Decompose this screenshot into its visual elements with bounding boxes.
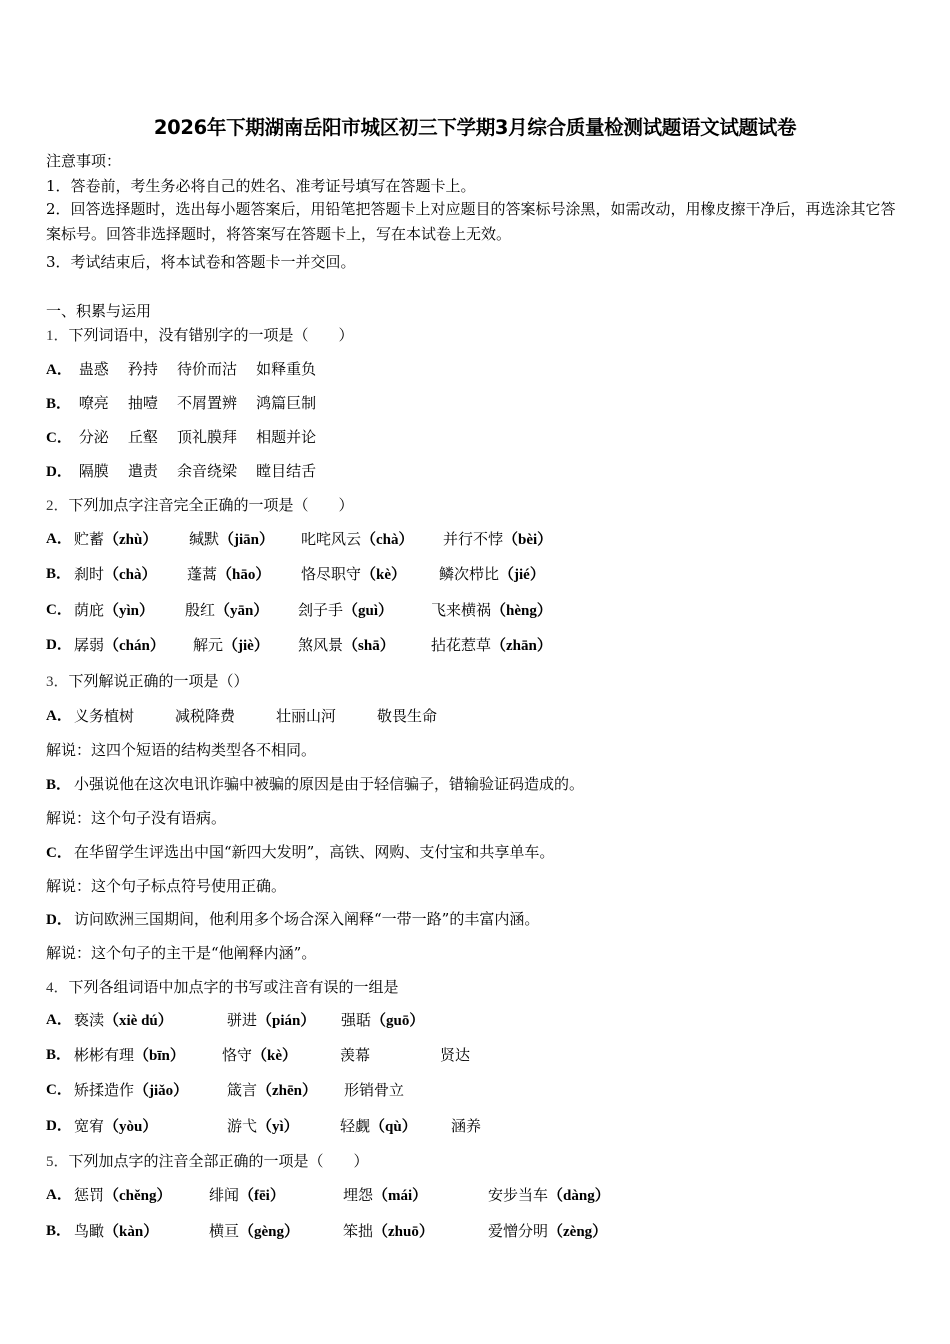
option-item [301,530,414,549]
option-pinyin: （chěng） [104,1188,172,1204]
option-word: 叱咤风云 [301,530,362,548]
option-item [440,1046,470,1064]
option-word: 壮丽山河 [276,707,337,725]
option-item [431,636,552,655]
option-item [74,1046,185,1065]
option-pinyin: （kè） [361,567,407,583]
option-item [343,1186,427,1205]
option-word: 煞风景 [298,636,344,654]
option-label: A． [46,362,72,378]
q3-d-note: 解说：这个句子的主干是“他阐释内涵”。 [46,944,317,962]
question-number: 4． [46,980,69,996]
option-word: 矫揉造作 [74,1081,135,1099]
option-item [74,1011,173,1030]
option-pinyin: （yì） [257,1119,299,1135]
option-pinyin: （hāo） [217,567,271,583]
option-item [431,601,552,620]
option-word: 待价而沽 [176,360,237,378]
option-text: 访问欧洲三国期间，他利用多个场合深入阐释“一带一路”的丰富内涵。 [74,910,540,928]
option-item [344,1081,404,1099]
q3-a-note: 解说：这四个短语的结构类型各不相同。 [46,741,317,759]
option-word: 遣责 [127,462,158,480]
q1-option-c[interactable] [46,428,316,447]
question-text: 下列加点字注音完全正确的一项是（ ） [68,496,354,514]
option-label: D． [46,637,72,653]
option-word: 拈花惹草 [431,636,492,654]
option-label: C． [46,845,72,861]
option-word: 骈进 [227,1011,258,1029]
option-item [185,601,268,620]
option-word: 轻觑 [340,1117,371,1135]
option-word: 涵养 [451,1117,482,1135]
option-pinyin: （yān） [215,603,269,619]
option-pinyin: （chà） [104,567,157,583]
option-item [343,1222,434,1241]
option-word: 蛊惑 [78,360,109,378]
question-3-stem [46,672,249,691]
option-item [74,530,157,549]
option-pinyin: （chán） [104,638,165,654]
option-word: 惩罚 [74,1186,105,1204]
option-word: 余音绕梁 [176,462,237,480]
option-item [222,1046,297,1065]
option-label: A． [46,1012,72,1028]
option-word: 抽噎 [127,394,158,412]
question-5-stem [46,1152,369,1171]
option-word: 鸿篇巨制 [256,394,317,412]
option-word: 隔膜 [78,462,109,480]
option-item [74,601,154,620]
option-label: C． [46,430,72,446]
option-pinyin: （dàng） [548,1188,610,1204]
q3-b-note: 解说：这个句子没有语病。 [46,809,227,827]
option-item [340,1046,370,1064]
option-item [74,1117,157,1136]
option-pinyin: （zèng） [548,1224,608,1240]
q3-option-b[interactable] [46,775,584,794]
option-pinyin: （kè） [252,1048,298,1064]
section-heading: 一、积累与运用 [46,302,152,320]
option-word: 横亘 [209,1222,240,1240]
q1-option-b[interactable] [46,394,316,413]
option-label: B． [46,1223,72,1239]
option-word: 笨拙 [343,1222,374,1240]
option-word: 不屑置辨 [176,394,237,412]
question-1-stem [46,326,354,345]
option-word: 恪守 [222,1046,253,1064]
q3-c-note: 解说：这个句子标点符号使用正确。 [46,877,287,895]
option-pinyin: （kàn） [104,1224,159,1240]
option-word: 彬彬有理 [74,1046,135,1064]
option-word: 刹时 [74,565,105,583]
option-word: 丘壑 [127,428,158,446]
option-label: C． [46,602,72,618]
question-text: 下列词语中，没有错别字的一项是（ ） [68,326,354,344]
option-label: A． [46,1187,72,1203]
question-4-stem [46,978,399,997]
option-item [74,636,165,655]
option-word: 恪尽职守 [301,565,362,583]
q1-option-a[interactable] [46,360,316,379]
option-word: 分泌 [78,428,109,446]
option-pinyin: （fēi） [239,1188,285,1204]
option-pinyin: （jiān） [219,532,275,548]
option-word: 刽子手 [298,601,344,619]
option-word: 羡幕 [340,1046,371,1064]
option-pinyin: （zhēn） [257,1083,318,1099]
option-item [301,565,406,584]
option-label: D． [46,1118,72,1134]
option-word: 矜持 [127,360,158,378]
option-item [227,1011,315,1030]
option-pinyin: （hèng） [491,603,552,619]
option-word: 强聒 [341,1011,372,1029]
option-word: 埋怨 [343,1186,374,1204]
option-item [341,1011,424,1030]
question-number: 1． [46,328,69,344]
option-item [189,530,274,549]
option-pinyin: （zhuō） [373,1224,434,1240]
option-pinyin: （jiǎo） [134,1083,189,1099]
option-word: 形销骨立 [344,1081,405,1099]
q1-option-d[interactable] [46,462,316,481]
option-pinyin: （pián） [257,1013,316,1029]
option-pinyin: （bīn） [134,1048,185,1064]
option-item [209,1222,299,1241]
option-word: 贮蓄 [74,530,105,548]
option-word: 嘹亮 [78,394,109,412]
option-word: 箴言 [227,1081,258,1099]
option-pinyin: （guì） [343,603,394,619]
question-text: 下列解说正确的一项是（） [68,672,249,690]
option-pinyin: （gèng） [239,1224,300,1240]
option-word: 如释重负 [256,360,317,378]
option-label: A． [46,531,72,547]
option-word: 相题并论 [256,428,317,446]
notice-item-1: 1．答卷前，考生务必将自己的姓名、准考证号填写在答题卡上。 [46,177,476,195]
option-item [488,1186,610,1205]
option-word: 敬畏生命 [377,707,438,725]
notice-item-3: 3．考试结束后，将本试卷和答题卡一并交回。 [46,253,356,271]
option-label: C． [46,1082,72,1098]
question-text: 下列各组词语中加点字的书写或注音有误的一组是 [68,978,399,996]
option-word: 绯闻 [209,1186,240,1204]
option-word: 宽宥 [74,1117,105,1135]
page-title: 2026年下期湖南岳阳市城区初三下学期3月综合质量检测试题语文试题试卷 [153,116,797,139]
option-word: 缄默 [189,530,220,548]
option-word: 鸟瞰 [74,1222,105,1240]
option-word: 顶礼膜拜 [176,428,237,446]
option-pinyin: （shā） [343,638,395,654]
option-item [298,601,393,620]
option-word: 并行不悖 [443,530,504,548]
option-item [451,1117,481,1135]
option-word: 瞠目结舌 [256,462,317,480]
option-item [439,565,545,584]
option-pinyin: （xiè dú） [104,1013,173,1029]
option-word: 游弋 [227,1117,258,1135]
option-pinyin: （qù） [370,1119,417,1135]
option-label: A． [46,708,72,724]
option-pinyin: （bèi） [503,532,553,548]
option-item [340,1117,417,1136]
option-label: B． [46,1047,72,1063]
option-pinyin: （zhù） [104,532,158,548]
option-word: 蓬蒿 [187,565,218,583]
question-text: 下列加点字的注音全部正确的一项是（ ） [68,1152,369,1170]
option-word: 减税降费 [175,707,236,725]
option-item [74,1186,172,1205]
option-pinyin: （mái） [373,1188,428,1204]
option-item [74,1222,158,1241]
option-word: 亵渎 [74,1011,105,1029]
option-word: 贤达 [440,1046,471,1064]
option-label: D． [46,464,72,480]
question-2-stem [46,496,354,515]
option-word: 安步当车 [488,1186,549,1204]
option-word: 飞来横祸 [431,601,492,619]
option-text: 在华留学生评选出中国“新四大发明”，高铁、网购、支付宝和共享单车。 [74,843,555,861]
notice-heading: 注意事项： [46,152,122,170]
option-item [488,1222,607,1241]
option-pinyin: （jiè） [223,638,269,654]
option-word: 殷红 [185,601,216,619]
option-item [193,636,269,655]
option-item [74,1081,188,1100]
option-label: D． [46,912,72,928]
option-item [227,1081,317,1100]
option-pinyin: （guō） [371,1013,425,1029]
option-word: 孱弱 [74,636,105,654]
option-item [187,565,270,584]
option-word: 解元 [193,636,224,654]
q3-option-c[interactable] [46,843,554,862]
option-item [443,530,552,549]
option-pinyin: （zhān） [491,638,552,654]
option-pinyin: （yòu） [104,1119,158,1135]
option-word: 爱憎分明 [488,1222,549,1240]
option-text: 小强说他在这次电讯诈骗中被骗的原因是由于轻信骗子，错输验证码造成的。 [74,775,585,793]
notice-item-2: 2．回答选择题时，选出每小题答案后，用铅笔把答题卡上对应题目的答案标号涂黑，如需改动，用橡皮擦干净后，再选涂其它答案标号。回答非选择题时，将答案写在答题卡上，写在本试卷上无效。 [46,200,896,243]
option-pinyin: （yìn） [104,603,155,619]
question-number: 5． [46,1154,69,1170]
q3-option-d[interactable] [46,910,539,929]
option-item [227,1117,299,1136]
option-label: B． [46,777,72,793]
option-word: 鳞次栉比 [439,565,500,583]
question-number: 3． [46,674,69,690]
option-item [74,565,157,584]
option-word: 义务植树 [74,707,135,725]
option-pinyin: （chà） [361,532,414,548]
option-item [298,636,395,655]
option-item [209,1186,285,1205]
option-label: B． [46,396,72,412]
option-word: 荫庇 [74,601,105,619]
option-pinyin: （jié） [499,567,545,583]
option-label: B． [46,566,72,582]
question-number: 2． [46,498,69,514]
